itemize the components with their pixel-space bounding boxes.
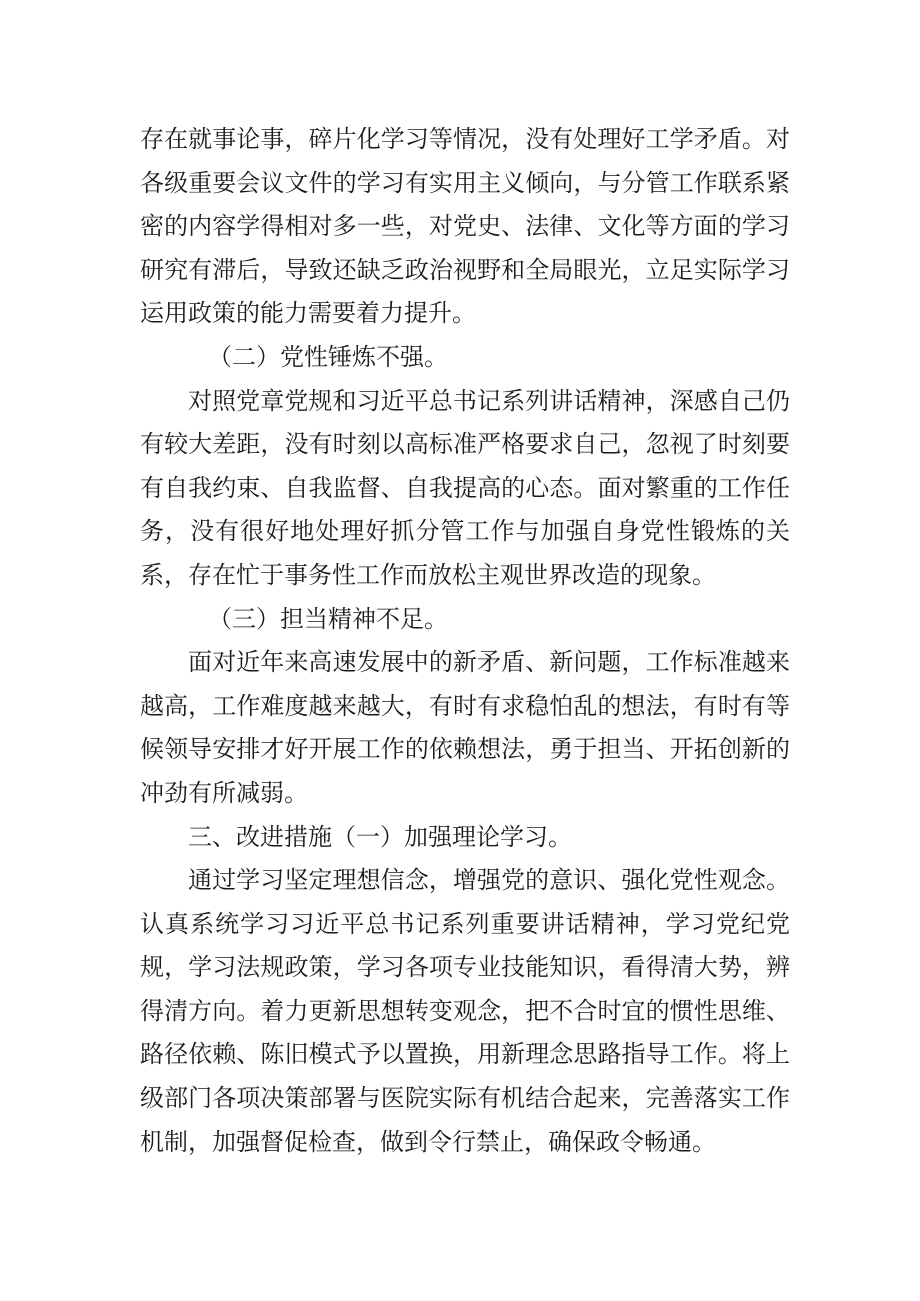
paragraph-theory-study: 通过学习坚定理想信念，增强党的意识、强化党性观念。认真系统学习习近平总书记系列重要讲话精神，学习党纪党规，学习法规政策，学习各项专业技能知识，看得清大势，辨得清方向。着力更新思想转变观念，把不合时宜的惯性思维、路径依赖、陈旧模式予以置换，用新理念思路指导工作。将上级部门各项决策部署与医院实际有机结合起来，完善落实工作机制，加强督促检查，做到令行禁止，确保政令畅通。: [140, 866, 790, 1156]
subheading-responsibility: （三）担当精神不足。: [208, 604, 448, 633]
paragraph-responsibility: 面对近年来高速发展中的新矛盾、新问题，工作标准越来越高，工作难度越来越大，有时有求稳怕乱的想法，有时有等候领导安排才好开展工作的依赖想法，勇于担当、开拓创新的冲劲有所减弱。: [140, 648, 790, 807]
paragraph-continued: 存在就事论事，碎片化学习等情况，没有处理好工学矛盾。对各级重要会议文件的学习有实用主义倾向，与分管工作联系紧密的内容学得相对多一些，对党史、法律、文化等方面的学习研究有滞后，导致还缺乏政治视野和全局眼光，立足实际学习运用政策的能力需要着力提升。: [140, 125, 790, 328]
document-body: [140, 118, 790, 1164]
paragraph-party-spirit: 对照党章党规和习近平总书记系列讲话精神，深感自己仍有较大差距，没有时刻以高标准严格要求自己，忽视了时刻要有自我约束、自我监督、自我提高的心态。面对繁重的工作任务，没有很好地处理好抓分管工作与加强自身党性锻炼的关系，存在忙于事务性工作而放松主观世界改造的现象。: [140, 386, 790, 589]
section-heading-improvement: 三、改进措施（一）加强理论学习。: [188, 822, 572, 851]
subheading-party-spirit: （二）党性锤炼不强。: [208, 342, 448, 371]
